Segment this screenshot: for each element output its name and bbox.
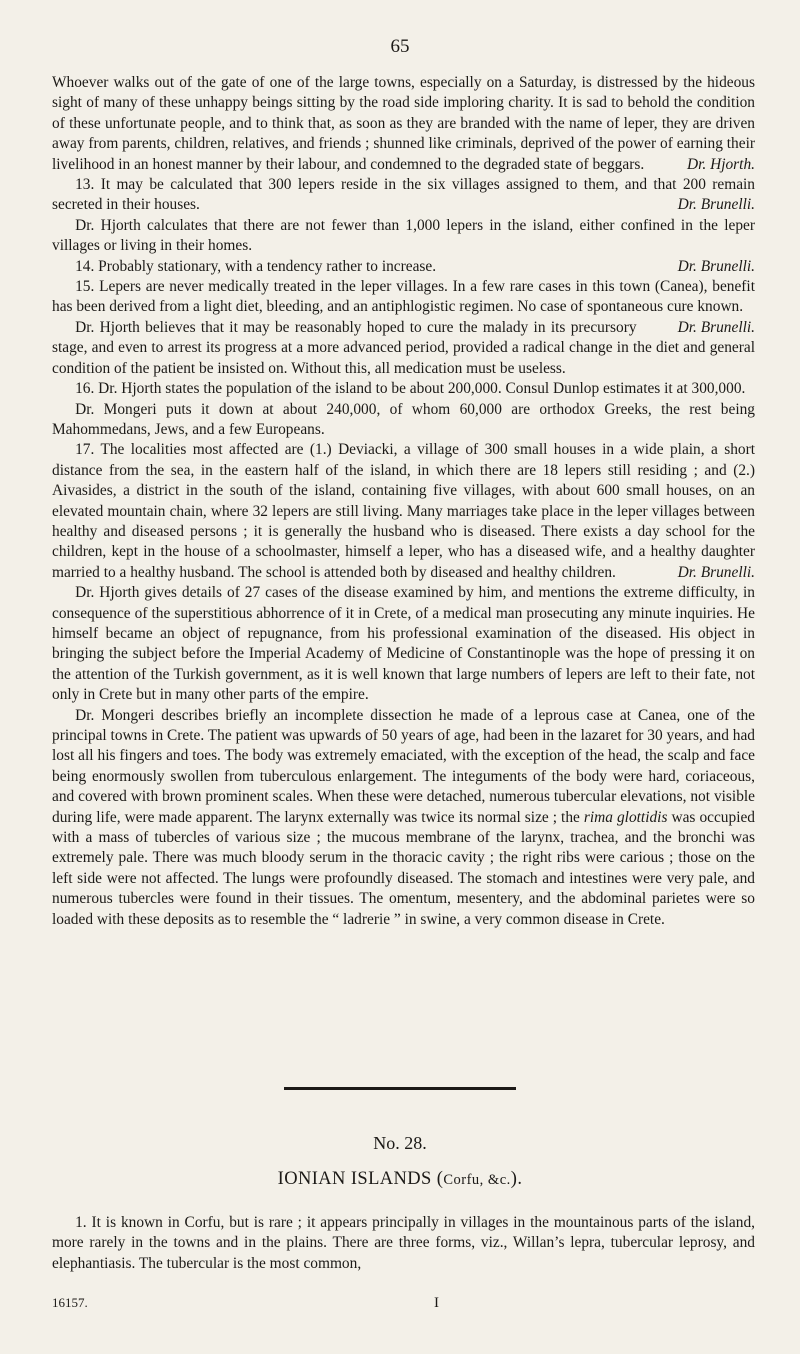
print-code: 16157. bbox=[52, 1295, 88, 1310]
italic-term: rima glottidis bbox=[583, 808, 668, 826]
paragraph-11 bbox=[52, 706, 755, 930]
paragraph-4 bbox=[52, 257, 755, 277]
paragraph-8 bbox=[52, 400, 755, 441]
paragraph-2 bbox=[52, 175, 755, 216]
paragraph-text: Dr. Mongeri describes briefly an incomplete dissection he made of a leprous case at Canea, one of the principal towns in Crete. The patient was upwards of 50 years of age, had been in the lazaret for 30 years, and had lost all his fingers and toes. The body was extremely emaciated, with the exception of the head, the scalp and face being enormously swollen from tuberculous enlargement. The integuments of the body were hard, coriaceous, and covered with brown prominent scales. When these were detached, numerous tubercular elevations, not visible during life, were made apparent. The larynx externally was twice its normal size ; the bbox=[52, 706, 755, 826]
paragraph-10 bbox=[52, 583, 755, 705]
paragraph-3 bbox=[52, 216, 755, 257]
paragraph-text: Dr. Hjorth gives details of 27 cases of the disease examined by him, and mentions the extreme difficulty, in consequence of the superstitious abhorrence of it in Crete, of a medical man prosecuting any minute inquiries. He himself became an object of repugnance, from his professional examination of the diseased. His object in bringing the subject before the Imperial Academy of Medicine of Constantinople was the hope of pressing it on the attention of the Turkish government, as it is well known that large numbers of lepers are left to their fate, not only in Crete but in many other parts of the empire. bbox=[52, 584, 755, 704]
section-paragraph-1: 1. It is known in Corfu, but is rare ; it appears principally in villages in the mountainous parts of the island, more rarely in the towns and in the plains. There are three forms, viz., Willan’s lepra, tubercular leprosy, and elephantiasis. The tubercular is the most common, bbox=[52, 1214, 755, 1272]
attribution: Dr. Brunelli. bbox=[677, 257, 755, 275]
paragraph-9 bbox=[52, 440, 755, 583]
paragraph-text: 17. The localities most affected are (1.) Deviacki, a village of 300 small houses in a wide plain, a short distance from the sea, in the eastern half of the island, in which there are 18 lepers still residing ; and (2.) Aivasides, a district in the south of the island, containing five villages, with about 600 small houses, on an elevated mountain chain, where 32 lepers are still living. Many marriages take place in the leper villages between healthy and diseased persons ; it is generally the husband who is diseased. There exists a day school for the children, kept in the house of a schoolmaster, himself a leper, who has a diseased wife, and a healthy daughter married to a healthy husband. The school is attended both by diseased and healthy children. bbox=[52, 441, 755, 581]
paragraph-7 bbox=[52, 379, 755, 399]
paragraph-5 bbox=[52, 277, 755, 336]
section-title-smallcaps: Corfu, &c. bbox=[443, 1172, 511, 1188]
paragraph-text: Dr. Hjorth believes that it may be reasonably hoped to cure the malady in its precursory stage, and even to arrest its progress at a more advanced period, provided a radical change in the diet and general condition of the patient be insisted on. Without this, all medication must be useless. bbox=[52, 318, 755, 377]
paragraph-text: 14. Probably stationary, with a tendency rather to increase. bbox=[75, 257, 437, 275]
signature-mark: I bbox=[434, 1295, 439, 1311]
paragraph-text: 15. Lepers are never medically treated in the leper villages. In a few rare cases in this town (Canea), benefit has been derived from a light diet, bleeding, and an antiphlogistic regimen. No case of spontaneous cure known. bbox=[52, 278, 755, 316]
section-title bbox=[0, 1169, 800, 1190]
attribution: Dr. Brunelli. bbox=[677, 318, 755, 336]
paragraph-text: Whoever walks out of the gate of one of the large towns, especially on a Saturday, is distressed by the hideous sight of many of these unhappy beings sitting by the road side imploring charity. It is sad to behold the condition of these unfortunate people, and to think that, as soon as they are branded with the name of leper, they are driven away from parents, children, relatives, and friends ; shunned like criminals, deprived of the power of earning their livelihood in an honest manner by their labour, and condemned to the degraded state of beggars. bbox=[52, 74, 755, 173]
paragraph-1 bbox=[52, 73, 755, 175]
page-number: 65 bbox=[390, 36, 410, 57]
section-divider bbox=[284, 1087, 516, 1090]
paragraph-text: 16. Dr. Hjorth states the population of the island to be about 200,000. Consul Dunlop estimates it at 300,000. bbox=[75, 380, 746, 398]
paragraph-text: Dr. Hjorth calculates that there are not fewer than 1,000 lepers in the island, either confined in the leper villages or living in their homes. bbox=[52, 216, 755, 255]
paragraph-text: 13. It may be calculated that 300 lepers reside in the six villages assigned to them, and that 200 remain secreted in their houses. bbox=[52, 176, 755, 214]
attribution: Dr. Brunelli. bbox=[677, 563, 755, 581]
main-text bbox=[52, 73, 755, 930]
section-text bbox=[52, 1213, 755, 1274]
attribution: Dr. Hjorth. bbox=[687, 155, 755, 173]
section-title-main: IONIAN ISLANDS ( bbox=[277, 1169, 444, 1189]
section-title-end: ). bbox=[510, 1169, 523, 1189]
section-number: No. 28. bbox=[373, 1133, 427, 1153]
paragraph-text: was occupied with a mass of tubercles of various size ; the mucous membrane of the larynx, trachea, and the bronchi was extremely pale. There was much bloody serum in the thoracic cavity ; the right ribs were carious ; those on the left side were not affected. The lungs were profoundly diseased. The stomach and intestines were very pale, and numerous tubercles were found in their tissues. The omentum, mesentery, and the abdominal parietes were so loaded with these deposits as to resemble the “ ladrerie ” in swine, a very common disease in Crete. bbox=[52, 808, 755, 928]
paragraph-text: Dr. Mongeri puts it down at about 240,000, of whom 60,000 are orthodox Greeks, the rest being Mahommedans, Jews, and a few Europeans. bbox=[52, 400, 755, 438]
attribution: Dr. Brunelli. bbox=[677, 196, 755, 214]
page-footer bbox=[52, 1295, 755, 1312]
